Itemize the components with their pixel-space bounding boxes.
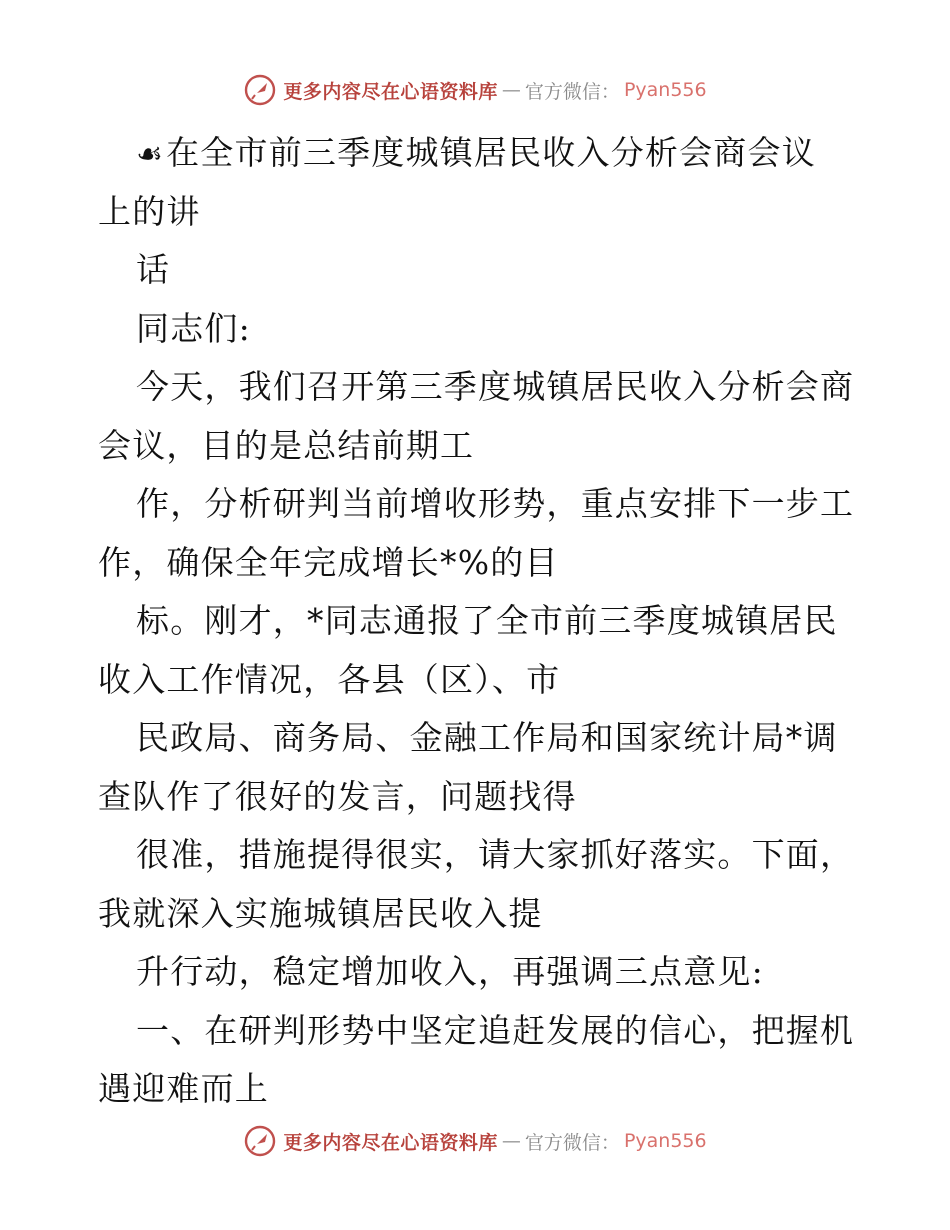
document-line <box>98 709 858 768</box>
document-line-text: 收入工作情况，各县（区）、市 <box>98 659 561 699</box>
document-line-text: 我就深入实施城镇居民收入提 <box>98 893 543 933</box>
document-line <box>98 1002 858 1061</box>
document-line <box>98 592 858 651</box>
document-line-text: 作，分析研判当前增收形势，重点安排下一步工 <box>136 484 855 523</box>
document-line-text: 在全市前三季度城镇居民收入分析会商会议 <box>166 133 816 172</box>
document-line <box>98 241 858 300</box>
document-line-text: 话 <box>136 250 171 289</box>
watermark-official-label: 官方微信： <box>524 1131 620 1154</box>
document-line-text: 升行动，稳定增加收入，再强调三点意见: <box>136 952 764 991</box>
document-line-text: 上的讲 <box>98 191 201 231</box>
document-line-text: 很准，措施提得很实，请大家抓好落实。下面， <box>136 835 855 874</box>
document-line-text: 一、在研判形势中坚定追赶发展的信心，把握机 <box>136 1010 855 1050</box>
document-line <box>98 124 858 183</box>
watermark-dash: — <box>501 79 521 101</box>
document-line <box>98 534 858 593</box>
title-flourish-icon: ☙ <box>136 137 165 172</box>
document-line-text: 遇迎难而上 <box>98 1069 269 1108</box>
quill-logo-icon <box>243 73 277 107</box>
document-line <box>98 1060 858 1119</box>
document-line <box>98 943 858 1002</box>
document-line <box>98 768 858 827</box>
quill-logo-icon <box>243 1124 277 1158</box>
document-line-text: 民政局、商务局、金融工作局和国家统计局*调 <box>136 718 838 757</box>
document-line-text: 会议，目的是总结前期工 <box>98 425 475 465</box>
document-line <box>98 300 858 359</box>
document-line-text: 作，确保全年完成增长*%的目 <box>98 542 559 582</box>
watermark-wechat-id: Pyan556 <box>623 1130 707 1152</box>
watermark-header <box>0 70 950 110</box>
document-line-text: 同志们: <box>136 308 251 348</box>
watermark-footer <box>0 1121 950 1161</box>
document-line <box>98 417 858 476</box>
document-line <box>98 651 858 710</box>
watermark-brand-text: 更多内容尽在心语资料库 <box>283 80 498 103</box>
document-line-text: 标。刚才，*同志通报了全市前三季度城镇居民 <box>136 601 838 640</box>
document-line <box>98 885 858 944</box>
watermark-official-label: 官方微信： <box>524 80 620 103</box>
document-line <box>98 475 858 534</box>
document-body <box>98 124 858 1119</box>
document-line <box>98 183 858 242</box>
document-line-text: 今天，我们召开第三季度城镇居民收入分析会商 <box>136 367 855 406</box>
watermark-wechat-id: Pyan556 <box>623 79 707 101</box>
watermark-brand-text: 更多内容尽在心语资料库 <box>283 1131 498 1154</box>
document-line <box>98 358 858 417</box>
document-line-text: 查队作了很好的发言，问题找得 <box>98 776 577 816</box>
watermark-dash: — <box>501 1130 521 1152</box>
document-line <box>98 826 858 885</box>
